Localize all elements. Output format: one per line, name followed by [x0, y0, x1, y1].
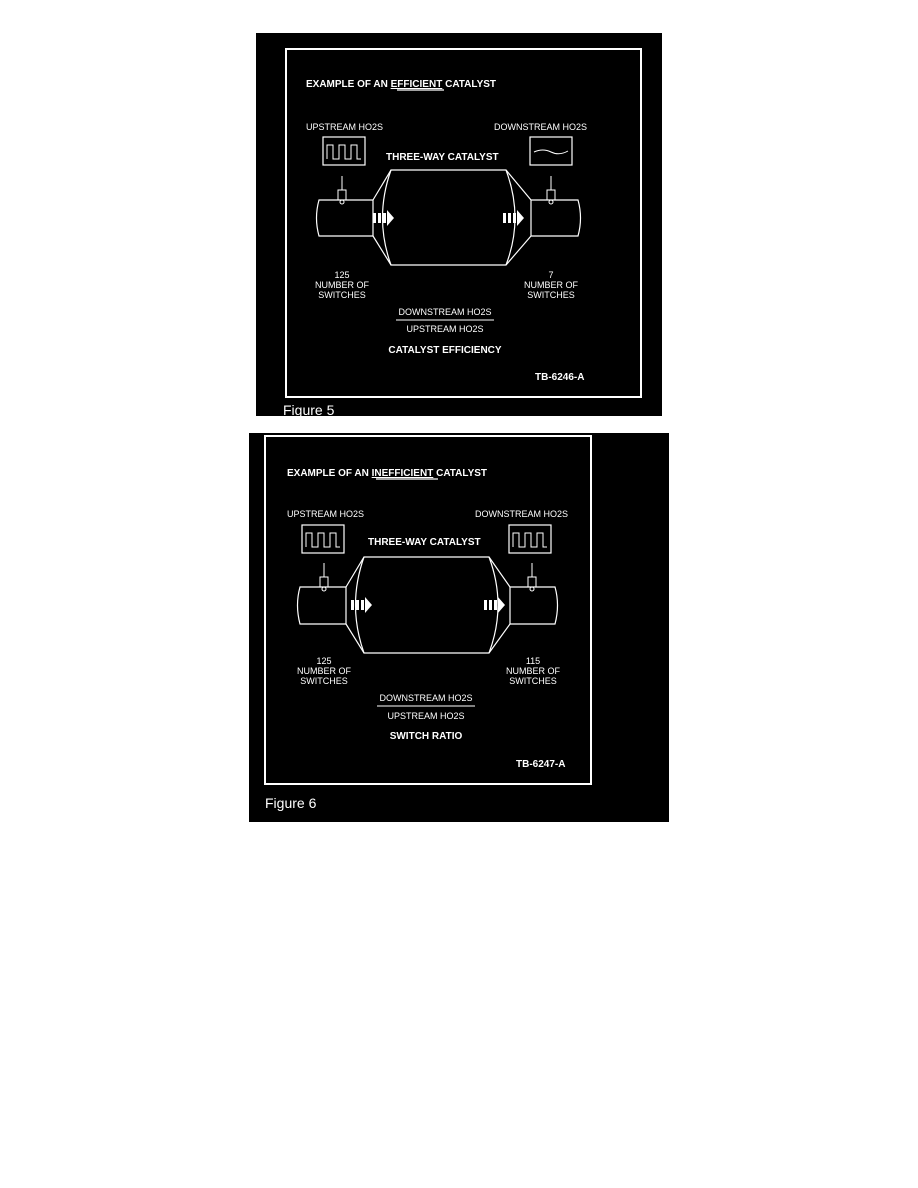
figure-6-downstream-sensor-icon: [528, 563, 536, 591]
figure-6-upstream-sensor-icon: [320, 563, 328, 591]
figure-5-panel: [256, 33, 662, 416]
figure-5-upstream-switches-line2: SWITCHES: [318, 290, 366, 300]
figure-6-downstream-scope-icon: [509, 525, 551, 553]
figure-6-code: TB-6247-A: [516, 759, 566, 770]
figure-5-ratio-name: CATALYST EFFICIENCY: [388, 345, 502, 356]
figure-6-downstream-switches-line1: NUMBER OF: [506, 666, 560, 676]
figure-6-ratio-numerator: DOWNSTREAM HO2S: [379, 693, 473, 703]
figure-6-downstream-switches-line2: SWITCHES: [509, 676, 557, 686]
figure-5-ratio-denominator: UPSTREAM HO2S: [406, 324, 484, 334]
figure-5-downstream-sensor-icon: [547, 176, 555, 204]
figure-5-upstream-switches-line1: NUMBER OF: [315, 280, 369, 290]
figure-5-code: TB-6246-A: [535, 372, 585, 383]
figure-5-downstream-count: 7: [548, 270, 554, 280]
figure-5-catalyst-label: THREE-WAY CATALYST: [386, 152, 499, 163]
figure-5-ratio-numerator: DOWNSTREAM HO2S: [398, 307, 492, 317]
figure-6-upstream-label: UPSTREAM HO2S: [287, 509, 365, 519]
figure-5-downstream-switches-line2: SWITCHES: [527, 290, 575, 300]
figure-6-inlet-arrow-icon: [351, 597, 372, 613]
figure-6-panel: [249, 433, 669, 822]
figure-5-downstream-label: DOWNSTREAM HO2S: [494, 122, 588, 132]
figure-5-upstream-count: 125: [334, 270, 350, 280]
figure-5-upstream-label: UPSTREAM HO2S: [306, 122, 384, 132]
figure-5-outlet-arrow-icon: [503, 210, 524, 226]
figure-6-diagram: [249, 433, 669, 822]
figure-6-caption: Figure 6: [265, 795, 317, 811]
figure-5-catalytic-converter: [317, 170, 581, 265]
figure-5-downstream-switches-line1: NUMBER OF: [524, 280, 578, 290]
figure-6-ratio-denominator: UPSTREAM HO2S: [387, 711, 465, 721]
figure-6-upstream-count: 125: [316, 656, 332, 666]
figure-5-diagram: [256, 33, 662, 416]
figure-5-title: EXAMPLE OF AN EFFICIENT CATALYST: [306, 79, 497, 90]
figure-6-downstream-count: 115: [525, 656, 541, 666]
figure-5-caption: Figure 5: [283, 402, 335, 418]
figure-5-upstream-sensor-icon: [338, 176, 346, 204]
figure-5-upstream-scope-icon: [323, 137, 365, 165]
figure-6-downstream-label: DOWNSTREAM HO2S: [475, 509, 569, 519]
figure-6-upstream-switches-line2: SWITCHES: [300, 676, 348, 686]
figure-6-catalyst-label: THREE-WAY CATALYST: [368, 537, 481, 548]
figure-5-inlet-arrow-icon: [373, 210, 394, 226]
figure-6-title: EXAMPLE OF AN INEFFICIENT CATALYST: [287, 468, 488, 479]
figure-6-outlet-arrow-icon: [484, 597, 505, 613]
figure-6-upstream-switches-line1: NUMBER OF: [297, 666, 351, 676]
figure-6-upstream-scope-icon: [302, 525, 344, 553]
figure-6-ratio-name: SWITCH RATIO: [389, 731, 463, 742]
figure-6-catalytic-converter: [298, 557, 558, 653]
figure-5-downstream-scope-icon: [530, 137, 572, 165]
